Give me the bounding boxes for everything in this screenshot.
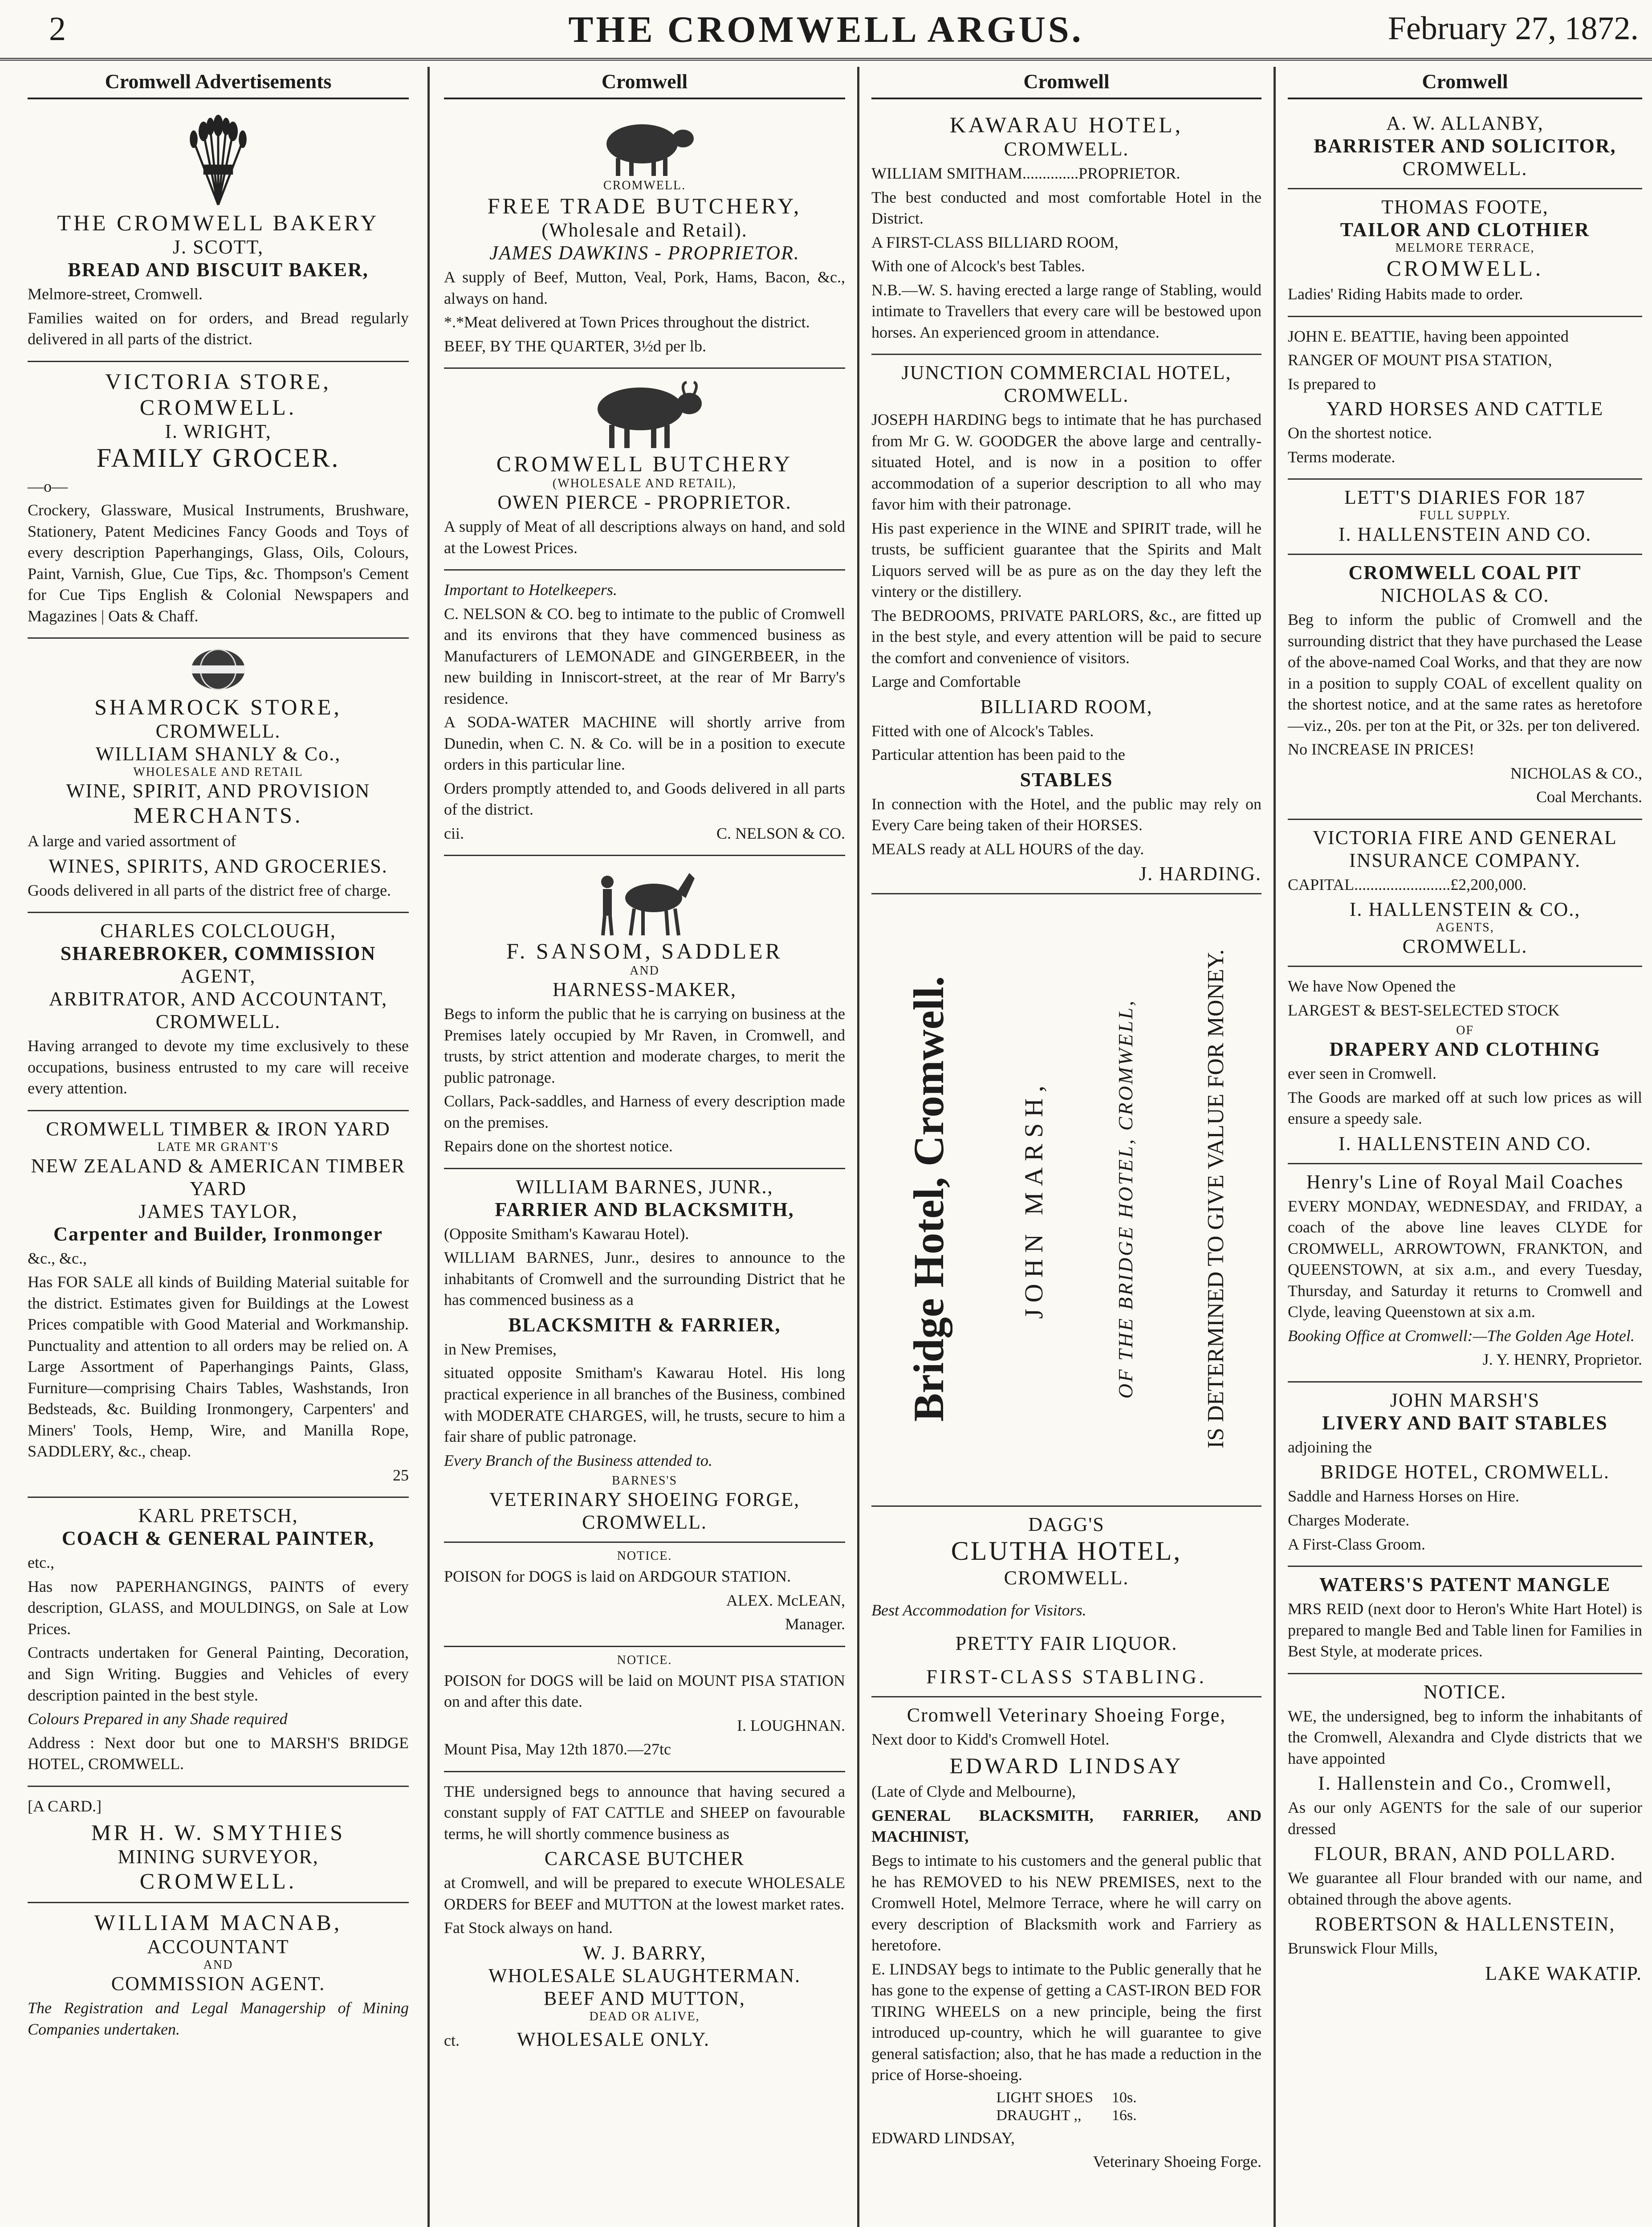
ad-text: MEALS ready at ALL HOURS of the day. [871,840,1144,858]
ad-text: Best Accommodation for Visitors. [871,1601,1086,1619]
ad-text: situated opposite Smitham's Kawarau Hotel. His long practical experience in all branches of the Business, combined with MODERATE CHARGES, will, he trusts, secure to him a fair share of public patronage. [444,1364,845,1446]
ad-place: CROMWELL. [1004,384,1129,407]
ad-title: LIVERY AND BAIT STABLES [1322,1411,1608,1434]
ad-subtitle: (Opposite Smitham's Kawarau Hotel). [444,1224,689,1243]
ad-trade: FAMILY GROCER. [96,443,340,473]
ad-title: FREE TRADE BUTCHERY, [487,193,802,218]
ad-text: Every Branch of the Business attended to. [444,1451,712,1469]
ad-role: WHOLESALE SLAUGHTERMAN. [488,1964,801,1986]
ad-trade: MERCHANTS. [133,803,303,828]
ad-text: Contracts undertaken for General Painting, Decoration, and Sign Writing. Buggies and Vehicles of every description painted in the best style. [28,1644,409,1704]
ad-text: We have Now Opened the [1288,977,1456,995]
ad-date: Mount Pisa, May 12th 1870.—27tc [444,1740,671,1758]
price-item: LIGHT SHOES [996,2089,1093,2106]
ad-subtitle: adjoining the [1288,1438,1372,1456]
ad-text: Saddle and Harness Horses on Hire. [1288,1487,1519,1505]
ad-text: We guarantee all Flour branded with our name, and obtained through the above agents. [1288,1869,1642,1908]
ad-text: Orders promptly attended to, and Goods delivered in all parts of the district. [444,779,845,819]
ad-text: No INCREASE IN PRICES! [1288,740,1475,759]
ad-number: 25 [393,1466,409,1484]
ad-colclough [28,913,409,1111]
ad-place: CROMWELL. [1386,256,1544,281]
ad-text: A large and varied assortment of [28,832,236,850]
ad-sign: I. LOUGHNAN. [737,1716,845,1734]
ad-text: Fitted with one of Alcock's Tables. [871,722,1094,740]
ad-role: Coal Merchants. [1536,788,1642,806]
ad-text: Collars, Pack-saddles, and Harness of every description made on the premises. [444,1092,845,1131]
ad-notice-mount-pisa [444,1647,845,1772]
barrel-icon [187,645,249,694]
ad-owner: WILLIAM SMITHAM..............PROPRIETOR. [871,164,1180,182]
ad-subtitle: MELMORE TERRACE, [1395,241,1535,255]
ad-text: BEEF AND MUTTON, [544,1987,745,2009]
ad-title: Henry's Line of Royal Mail Coaches [1306,1171,1624,1193]
ad-owner: A. W. ALLANBY, [1386,112,1544,134]
ad-sign: J. Y. HENRY, Proprietor. [1482,1350,1642,1369]
ad-beattie [1288,317,1642,480]
ad-junction-hotel [871,355,1261,894]
ad-address: Address : Next door but one to MARSH'S BRIDGE HOTEL, CROMWELL. [28,1733,409,1773]
ad-text: BILLIARD ROOM, [980,695,1153,718]
ad-subtitle: ARBITRATOR, AND ACCOUNTANT, [49,988,388,1010]
ad-bridge-hotel [871,894,1261,1507]
ad-text: Charges Moderate. [1288,1511,1410,1529]
ad-owner: JAMES TAYLOR, [138,1200,298,1222]
ad-text: A FIRST-CLASS BILLIARD ROOM, [871,233,1119,251]
ad-text: Has now PAPERHANGINGS, PAINTS of every description, GLASS, and MOULDINGS, on Sale at Low Prices. [28,1577,409,1638]
column-1 [18,67,419,2227]
ad-text: The BEDROOMS, PRIVATE PARLORS, &c., are fitted up in the best style, and every attention will be paid to secure the comfort and convenience of visitors. [871,606,1261,667]
ad-text: On the shortest notice. [1288,424,1432,442]
ad-text: FLOUR, BRAN, AND POLLARD. [1314,1843,1616,1865]
ad-trade: ACCOUNTANT [147,1936,289,1958]
ad-trade: HARNESS-MAKER, [552,979,737,1001]
ad-forge: BARNES'S [611,1474,678,1488]
ad-address: Melmore-street, Cromwell. [28,285,203,303]
ad-text: LARGEST & BEST-SELECTED STOCK [1288,1001,1560,1019]
ad-barnes [444,1169,845,1543]
ad-owner: CHARLES COLCLOUGH, [100,920,336,942]
ad-subtitle: INSURANCE COMPANY. [1349,849,1581,871]
ad-agent: I. Hallenstein and Co., Cromwell, [1318,1772,1612,1795]
ad-text: A supply of Meat of all descriptions always on hand, and sold at the Lowest Prices. [444,518,845,557]
ad-text: PRETTY FAIR LIQUOR. [955,1632,1178,1654]
ad-heading: NOTICE. [1423,1680,1507,1703]
ad-title: LETT'S DIARIES FOR 187 [1344,486,1586,509]
column-rule [1274,67,1276,2227]
ad-place: CROMWELL. [1004,138,1129,160]
ad-title: CLUTHA HOTEL, [951,1536,1182,1566]
ad-trade: MINING SURVEYOR, [118,1846,319,1868]
ad-owner: NICHOLAS & CO. [1380,584,1550,607]
ad-and: AND [630,964,659,978]
column-header: Cromwell [444,67,845,99]
ad-subtitle: Next door to Kidd's Cromwell Hotel. [871,1730,1110,1748]
ad-title: SHAREBROKER, COMMISSION [60,942,376,965]
ad-sign: W. J. BARRY, [582,1941,707,1964]
price-value: 16s. [1111,2107,1137,2124]
column-4 [1278,67,1652,2227]
ad-title: COACH & GENERAL PAINTER, [61,1527,375,1550]
ad-owner: WILLIAM SHANLY & Co., [95,743,341,765]
ad-title: Bridge Hotel, Cromwell. [905,976,953,1422]
ad-title: VICTORIA STORE, CROMWELL. [105,368,331,420]
ad-trade: Carpenter and Builder, Ironmonger [53,1223,383,1245]
ad-cromwell-butchery [444,369,845,571]
ad-forge: VETERINARY SHOEING FORGE, [489,1489,800,1511]
ad-drapery [1288,967,1642,1164]
ad-pretsch [28,1498,409,1786]
ad-text: RANGER OF MOUNT PISA STATION, [1288,351,1552,369]
ad-text: *.*Meat delivered at Town Prices throughout the district. [444,313,810,331]
ad-signature [444,823,845,844]
ad-text: BEEF, BY THE QUARTER, 3½d per lb. [444,337,706,355]
table-row [987,2107,1145,2124]
ad-title: MR H. W. SMYTHIES [91,1820,346,1845]
ad-text: MRS REID (next door to Heron's White Hart Hotel) is prepared to mangle Bed and Table linen for Families in Best Style, at moderate prices. [1288,1600,1642,1660]
ad-forge: CROMWELL. [582,1511,707,1534]
sheep-icon [587,112,703,179]
ad-trade: BLACKSMITH & FARRIER, [508,1313,781,1336]
table-row [987,2089,1145,2106]
ad-owner: JAMES DAWKINS - PROPRIETOR. [489,242,800,264]
price-table [986,2088,1146,2125]
ad-text: at Cromwell, and will be prepared to execute WHOLESALE ORDERS for BEEF and MUTTON at the lowest market rates. [444,1874,845,1913]
ad-text: OF THE BRIDGE HOTEL, CROMWELL, [1114,999,1137,1399]
ad-clutha-hotel [871,1507,1261,1697]
ad-text: Large and Comfortable [871,673,1021,691]
ad-pretitle: DAGG'S [1028,1513,1105,1536]
ad-marsh-livery [1288,1383,1642,1567]
price-item: DRAUGHT ,, [996,2107,1082,2124]
ad-allanby [1288,106,1642,189]
ad-victoria-store [28,362,409,639]
ad-text: YARD HORSES AND CATTLE [1326,398,1604,420]
ad-sign: NICHOLAS & CO., [1510,764,1642,782]
ad-trade: BREAD AND BISCUIT BAKER, [68,259,369,281]
ad-place: BRIDGE HOTEL, CROMWELL. [1320,1461,1610,1483]
ad-owner: EDWARD LINDSAY [949,1753,1184,1778]
ad-trade: GENERAL BLACKSMITH, FARRIER, AND MACHINIST, [871,1806,1261,1846]
ad-macnab [28,1903,409,2051]
ad-late: LATE MR GRANT'S [157,1140,279,1154]
ad-owner: I. HALLENSTEIN AND CO. [1338,523,1592,546]
ad-notice-ardgour [444,1543,845,1647]
ad-owner: THOMAS FOOTE, [1381,196,1549,218]
ad-text: WHOLESALE ONLY. [517,2028,710,2050]
ad-etc: &c., &c., [28,1249,87,1267]
ad-text: Terms moderate. [1288,448,1396,466]
ad-late: (Late of Clyde and Melbourne), [871,1782,1076,1801]
ad-text: Ladies' Riding Habits made to order. [1288,285,1523,303]
column-2 [434,67,855,2227]
ad-letts-diaries [1288,480,1642,555]
ad-text: His past experience in the WINE and SPIRIT trade, will he trusts, be sufficient guarantee that the Spirits and Malt Liquors served will be as pure as on the day they left the vintery or the distillery. [871,519,1261,601]
ad-card: [A CARD.] [28,1797,102,1815]
ad-role: Veterinary Shoeing Forge. [1093,2153,1261,2171]
ad-capital: CAPITAL........................£2,200,000. [1288,875,1527,893]
ad-foote [1288,189,1642,317]
ad-text: JOHN E. BEATTIE, having been appointed [1288,327,1569,345]
ad-subtitle: NEW ZEALAND & AMERICAN TIMBER YARD [31,1154,406,1199]
ad-cromwell-bakery [28,106,409,362]
ad-trade: CARCASE BUTCHER [544,1848,745,1870]
ad-text: The Goods are marked off at such low prices as will ensure a speedy sale. [1288,1088,1642,1128]
ad-text: in New Premises, [444,1340,557,1358]
ad-owner: JOHN MARSH'S [1390,1389,1540,1411]
column-header: Cromwell [1288,67,1642,99]
ad-text: A supply of Beef, Mutton, Veal, Pork, Hams, Bacon, &c., always on hand. [444,268,845,307]
ad-title: TAILOR AND CLOTHIER [1340,219,1590,241]
ad-title: KAWARAU HOTEL, [949,112,1184,137]
ad-sansom [444,856,845,1169]
ad-text: JOSEPH HARDING begs to intimate that he has purchased from Mr G. W. GOODGER the above large and centrally-situated Hotel, and is now in a position to offer accommodation of a superior description to all who may favor him with their patronage. [871,411,1261,514]
ad-text: ever seen in Cromwell. [1288,1065,1436,1083]
ad-sign: J. HARDING. [1139,863,1261,885]
ad-heading: Important to Hotelkeepers. [444,581,617,599]
ad-place: LAKE WAKATIP. [1485,1962,1642,1984]
ad-text: STABLES [1020,768,1113,791]
ad-text: Beg to inform the public of Cromwell and the surrounding district that they have purchased the Lease of the above-named Coal Works, and that they are now in a position to supply COAL of excellent quality on the shortest notice, and at the same rates as heretofore—viz., 20s. per ton at the Pit, or 32s. per ton delivered. [1288,611,1642,734]
column-3 [862,67,1271,2227]
ad-text: EVERY MONDAY, WEDNESDAY, and FRIDAY, a coach of the above line leaves CLYDE for CROMWELL, ARROWTOWN, FRANKTON, and QUEENSTOWN, at six a.m., and every Tuesday, Thursday, and Saturday it returns to Cromwell and Clyde, leaving Queenstown at six a.m. [1288,1197,1642,1321]
ad-text: C. NELSON & CO. beg to intimate to the public of Cromwell and its environs that they have commenced business as Manufacturers of LEMONADE and GINGERBEER, in the new building in Inniscort-street, at the rear of Mr Barry's residence. [444,604,845,707]
ad-place: CROMWELL. [1402,935,1528,958]
ad-text: Has FOR SALE all kinds of Building Material suitable for the district. Estimates given for Buildings at the Lowest Prices compatible with Good Material and Workmanship. Punctuality and attention to all orders may be relied on. A Large Assortment of Paperhangings Paints, Glass, Furniture—comprising Chairs Tables, Washstands, Iron Bedsteads, &c. Building Ironmongery, Carpenters' and Miners' Tools, Hemp, Wire, and Manilla Rope, SADDLERY, &c., cheap. [28,1273,409,1460]
ad-text: Is prepared to [1288,375,1376,393]
ad-place: CROMWELL. [603,179,686,192]
ad-henry-coaches [1288,1164,1642,1383]
ad-text: As our only AGENTS for the sale of our superior dressed [1288,1799,1642,1838]
ad-text: E. LINDSAY begs to intimate to the Public generally that he has gone to the expense of getting a CAST-IRON BED FOR TIRING WHEELS on a new principle, being the first introduced up-country, which he will guarantee to give general satisfaction; also, that he has made a reduction in the price of Horse-shoeing. [871,1960,1261,2084]
ad-title: DRAPERY AND CLOTHING [1329,1038,1601,1060]
ad-free-trade-butchery [444,106,845,369]
ad-barry [444,1772,845,2063]
masthead [0,0,1652,61]
ad-text: IS DETERMINED TO GIVE VALUE FOR MONEY. [1203,950,1229,1449]
column-header: Cromwell Advertisements [28,67,409,99]
ad-footer [444,2027,845,2052]
ad-trade: WINE, SPIRIT, AND PROVISION [66,780,370,802]
ad-text: A First-Class Groom. [1288,1535,1426,1553]
ad-sign: C. NELSON & CO. [716,824,845,842]
ad-text: The Registration and Legal Managership of Mining Companies undertaken. [28,1999,409,2038]
ad-text: With one of Alcock's best Tables. [871,257,1085,275]
ad-text: Crockery, Glassware, Musical Instruments, Brushware, Stationery, Patent Medicines Fancy Goods and Toys of every description Paperhangings, Glass, Oils, Colours, Paint, Varnish, Glue, Cue Tips, &c. Thompson's Cement for Cue Tips English & Colonial Newspapers and Magazines | Oats & Chaff. [28,501,409,625]
ad-role: Manager. [785,1615,845,1633]
ad-title: Cromwell Veterinary Shoeing Forge, [907,1704,1226,1726]
ad-text: Repairs done on the shortest notice. [444,1137,673,1155]
ad-owner: J. SCOTT, [172,236,264,258]
ad-text: FIRST-CLASS STABLING. [926,1665,1207,1688]
ad-sign: I. HALLENSTEIN AND CO. [1338,1132,1592,1154]
issue-date: February 27, 1872. [1388,10,1639,47]
ad-title: CROMWELL TIMBER & IRON YARD [46,1118,391,1140]
ad-owner: JOHN MARSH, [1019,1079,1048,1319]
ad-sign: ALEX. McLEAN, [726,1591,845,1609]
ad-notice-flour [1288,1674,1642,1993]
ad-subtitle: AGENT, [180,965,256,987]
column-rule [427,67,430,2227]
ad-text: N.B.—W. S. having erected a large range of Stabling, would intimate to Travellers that every care will be bestowed upon horses. An experienced groom in attendance. [871,281,1261,341]
ad-title: WATERS'S PATENT MANGLE [1319,1574,1611,1596]
ad-agents: AGENTS, [1436,921,1494,935]
ad-sign: ROBERTSON & HALLENSTEIN, [1314,1913,1615,1935]
ad-coal-pit [1288,555,1642,820]
bull-icon [578,375,712,451]
ad-place: CROMWELL. [1402,158,1528,179]
ad-waters-mangle [1288,1567,1642,1674]
ad-smythies [28,1787,409,1904]
newspaper-title: THE CROMWELL ARGUS. [568,9,1084,50]
ad-title: FARRIER AND BLACKSMITH, [495,1198,794,1220]
price-value: 10s. [1111,2089,1137,2106]
ad-text: DEAD OR ALIVE, [589,2009,700,2023]
ad-place: CROMWELL. [1004,1567,1129,1589]
ad-text: A SODA-WATER MACHINE will shortly arrive from Dunedin, when C. N. & Co. will be in a position to execute orders in this particular line. [444,713,845,774]
ad-owner: WILLIAM BARNES, JUNR., [516,1175,773,1198]
page-number: 2 [49,10,66,48]
ad-place: CROMWELL. [155,1011,281,1033]
ad-title: CROMWELL COAL PIT [1348,562,1582,584]
ad-subtitle: (Wholesale and Retail). [541,219,748,241]
ad-text: WILLIAM BARNES, Junr., desires to announce to the inhabitants of Cromwell and the surrounding District that he has commenced business as a [444,1248,845,1309]
ad-subtitle: WHOLESALE AND RETAIL [133,765,303,779]
ad-timber-yard [28,1111,409,1498]
column-header: Cromwell [871,67,1261,99]
ad-text: Colours Prepared in any Shade required [28,1710,288,1728]
ad-text: Begs to intimate to his customers and the general public that he has REMOVED to his NEW PREMISES, next to the Cromwell Hotel, Melmore Terrace, where he will carry on every description of Blacksmith work and Farriery as heretofore. [871,1851,1261,1954]
ad-text: Booking Office at Cromwell:—The Golden Age Hotel. [1288,1326,1635,1345]
ad-place: CROMWELL. [139,1868,297,1894]
ad-text: Families waited on for orders, and Bread regularly delivered in all parts of the district. [28,309,409,348]
ad-text: OF [1456,1024,1474,1038]
ad-text: In connection with the Hotel, and the public may rely on Every Care being taken of their HORSES. [871,795,1261,834]
ad-title: CROMWELL BUTCHERY [496,451,793,477]
ad-subtitle: (WHOLESALE AND RETAIL), [552,477,737,491]
ad-title: F. SANSOM, SADDLER [506,938,783,964]
ad-place: CROMWELL. [155,720,281,742]
ad-text: The best conducted and most comfortable Hotel in the District. [871,188,1261,228]
ad-owner: I. WRIGHT, [165,420,272,442]
ad-shamrock-store [28,639,409,913]
ad-code: cii. [444,824,464,842]
ad-sign: EDWARD LINDSAY, [871,2129,1015,2147]
ad-owner: KARL PRETSCH, [138,1505,298,1527]
ad-text: Having arranged to devote my time exclusively to these occupations, business entrusted to my care will receive every attention. [28,1037,409,1097]
ad-text: POISON for DOGS is laid on ARDGOUR STATION. [444,1567,791,1586]
ad-text: Particular attention has been paid to the [871,746,1125,764]
ad-title: SHAMROCK STORE, [94,694,342,720]
wheat-sheaf-icon [169,112,267,210]
ad-title: VICTORIA FIRE AND GENERAL [1313,826,1617,848]
column-rule [857,67,859,2227]
ad-heading: NOTICE. [617,1653,672,1667]
ad-trade: AND [203,1958,233,1972]
ad-text: Begs to inform the public that he is carrying on business at the Premises lately occupied by Mr Raven, in Cromwell, and trusts, by strict attention and moderate charges, to merit the public patronage. [444,1005,845,1086]
ad-lindsay-forge [871,1697,1261,2183]
vertical-ad [871,901,1261,1497]
ad-agent: I. HALLENSTEIN & CO., [1349,898,1581,921]
ad-owner: OWEN PIERCE - PROPRIETOR. [497,491,792,514]
ad-title: WILLIAM MACNAB, [94,1910,342,1935]
ad-victoria-insurance [1288,820,1642,967]
ad-heading: NOTICE. [617,1549,672,1563]
ad-text: Fat Stock always on hand. [444,1919,613,1937]
ad-title: BARRISTER AND SOLICITOR, [1314,135,1616,157]
ad-title: THE CROMWELL BAKERY [57,210,379,235]
ad-subtitle: FULL SUPPLY. [1419,509,1511,523]
horse-icon [591,862,698,938]
ad-trade: COMMISSION AGENT. [111,1973,326,1995]
ad-nelson [444,571,845,856]
ad-text: Brunswick Flour Mills, [1288,1939,1438,1958]
ad-kawarau-hotel [871,106,1261,355]
ad-text: WE, the undersigned, beg to inform the inhabitants of the Cromwell, Alexandra and Clyde districts that we have appointed [1288,1707,1642,1767]
ad-etc: etc., [28,1554,54,1572]
ad-text: POISON for DOGS will be laid on MOUNT PISA STATION on and after this date. [444,1671,845,1711]
ad-text: Goods delivered in all parts of the district free of charge. [28,881,391,899]
ad-code: ct. [444,2031,460,2049]
ad-text: THE undersigned begs to announce that having secured a constant supply of FAT CATTLE and SHEEP on favourable terms, he will shortly commence business as [444,1782,845,1843]
ad-title: JUNCTION COMMERCIAL HOTEL, [901,362,1232,384]
ad-text: WINES, SPIRITS, AND GROCERIES. [49,855,388,877]
ad-separator: —o— [28,477,68,495]
